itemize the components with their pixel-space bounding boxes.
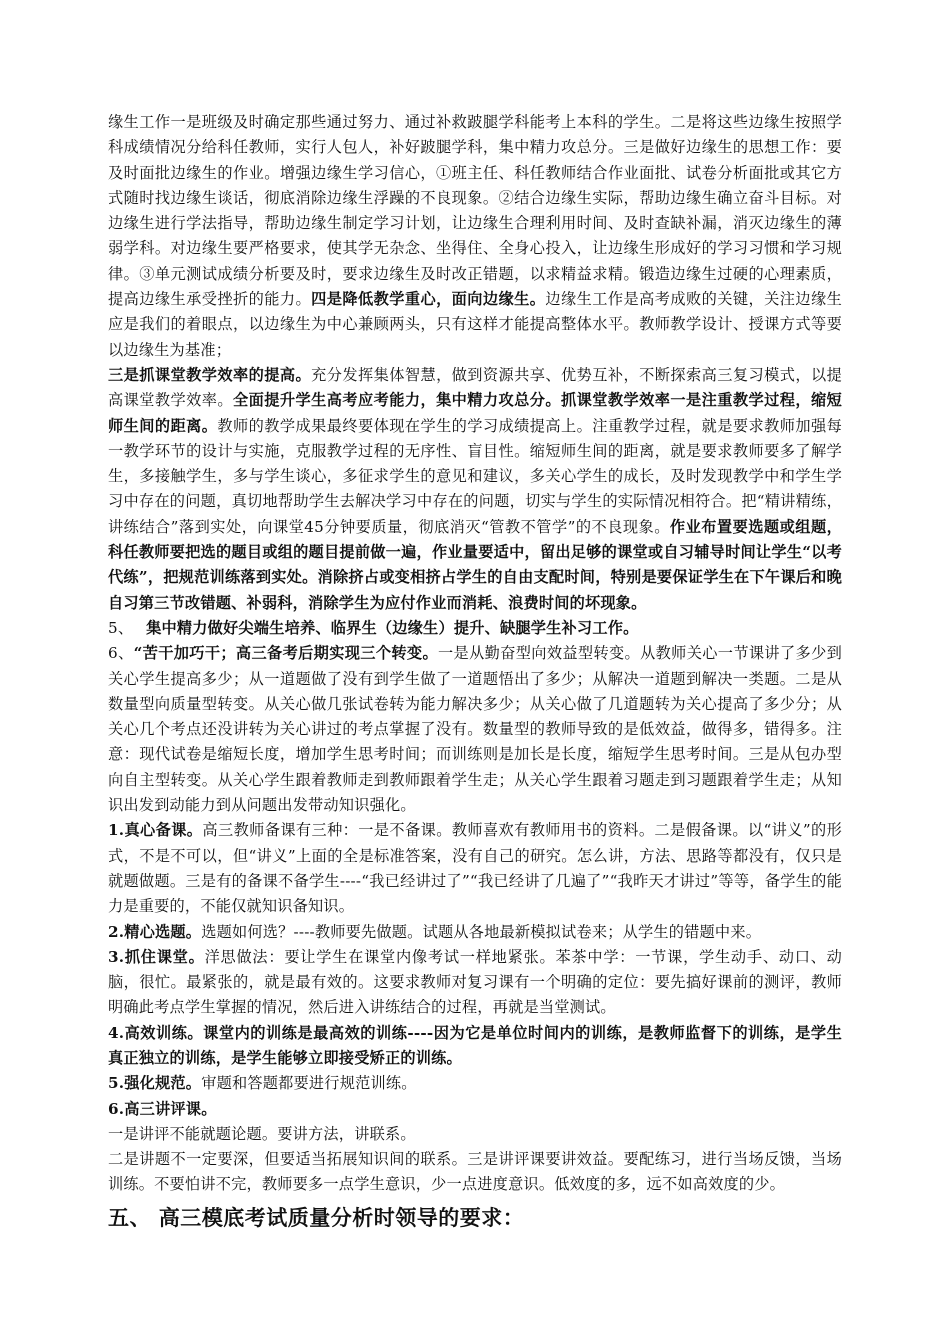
bold-text-run: 作业布置要选题或组题，科任教师要把选的题目或组的题目提前做一遍，作业量要适中，留出足够的课堂或自习辅导时间让学生“以考代练”，把规范训练落到实处。消除挤占或变相挤占学生的自由支配时间，特别是要保证学生在下午课后和晚自习第三节改错题、补弱科，消除学生为应付作业而消耗、浪费时间的坏现象。 [108,517,843,612]
bold-text-run: “苦干加巧干；高三备考后期实现三个转变。 [133,644,439,663]
text-run: 高三教师备课有三种：一是不备课。教师喜欢有教师用书的资料。二是假备课。以“讲义”的形式，不是不可以，但“讲义”上面的全是标准答案，没有自己的研究。怎么讲，方法、思路等都没有，仅只是就题做题。三是有的备课不备学生----“我已经讲过了”“我已经讲了几遍了”“我昨天才讲过”等等，备学生的能力是重要的，不能仅就知识备知识。 [108,821,842,916]
paragraph-p7 [108,945,842,1021]
paragraph-p6 [108,920,842,945]
paragraph-p11 [108,1122,842,1147]
text-run: 选题如何选？----教师要先做题。试题从各地最新模拟试卷来；从学生的错题中来。 [201,922,762,941]
bold-text-run: 4.高效训练。课堂内的训练是最高效的训练----因为它是单位时间内的训练，是教师监督下的训练，是学生真正独立的训练，是学生能够立即接受矫正的训练。 [108,1023,842,1067]
text-run: 审题和答题都要进行规范训练。 [201,1074,417,1093]
paragraph-p5 [108,818,842,919]
text-run: 一是讲评不能就题论题。要讲方法，讲联系。 [108,1124,416,1143]
section-heading: 五、 高三模底考试质量分析时领导的要求： [108,1205,525,1230]
bold-text-run: 四是降低教学重心，面向边缘生。 [311,290,546,309]
paragraph-p9 [108,1071,842,1096]
bold-text-run: 1.真心备课。 [108,821,203,840]
text-run: 一是从勤奋型向效益型转变。从教师关心一节课讲了多少到关心学生提高多少；从一道题做了没有到学生做了一道题悟出了多少；从解决一道题到解决一类题。二是从数量型向质量型转变。从关心做几张试卷转为能力解决多少；从关心做了几道题转为关心提高了多少分；从关心几个考点还没讲转为关心讲过的考点掌握了没有。数量型的教师导致的是低效益，做得多，错得多。注意：现代试卷是缩短长度，增加学生思考时间；而训练则是加长是长度，缩短学生思考时间。三是从包办型向自主型转变。从关心学生跟着教师走到教师跟着学生走；从关心学生跟着习题走到习题跟着学生走；从知识出发到动能力到从问题出发带动知识强化。 [108,644,842,815]
text-run: 边缘生工作是高考成败的关键，关注边缘生应是我们的着眼点，以边缘生为中心兼顾两头，只有这样才能提高整体水平。教师教学设计、授课方式等要以边缘生为基准； [108,290,842,359]
bold-text-run: 6.高三讲评课。 [108,1099,217,1118]
text-run: 5、 [108,618,147,637]
paragraph-p1 [108,110,842,363]
bold-text-run: 3.抓住课堂。 [108,947,205,966]
bold-text-run: 集中精力做好尖端生培养、临界生（边缘生）提升、缺腿学生补习工作。 [146,618,639,637]
paragraph-p12 [108,1147,842,1198]
bold-text-run: 三是抓课堂教学效率的提高。 [108,365,312,384]
text-run: 6、 [108,644,134,663]
bold-text-run: 全面提升学生高考应考能力，集中精力攻总分。抓课堂教学效率一是注重教学过程，缩短师生间的距离。 [108,391,842,435]
text-run: 二是讲题不一定要深，但要适当拓展知识间的联系。三是讲评课要讲效益。要配练习，进行当场反馈，当场训练。不要怕讲不完，教师要多一点学生意识，少一点进度意识。低效度的多，远不如高效度的少。 [108,1150,842,1194]
text-run: 缘生工作一是班级及时确定那些通过努力、通过补救跛腿学科能考上本科的学生。二是将这些边缘生按照学科成绩情况分给科任教师，实行人包人，补好跛腿学科，集中精力攻总分。三是做好边缘生的思想工作：要及时面批边缘生的作业。增强边缘生学习信心，①班主任、科任教师结合作业面批、试卷分析面批或其它方式随时找边缘生谈话，彻底消除边缘生浮躁的不良现象。②结合边缘生实际，帮助边缘生确立奋斗目标。对边缘生进行学法指导，帮助边缘生制定学习计划，让边缘生合理利用时间、及时查缺补漏，消灭边缘生的薄弱学科。对边缘生要严格要求，使其学无杂念、坐得住、全身心投入，让边缘生形成好的学习习惯和学习规律。③单元测试成绩分析要及时，要求边缘生及时改正错题，以求精益求精。锻造边缘生过硬的心理素质，提高边缘生承受挫折的能力。 [108,113,842,309]
bold-text-run: 2.精心选题。 [108,922,202,941]
document-body [108,110,842,1198]
paragraph-p8 [108,1021,842,1072]
paragraph-p10 [108,1097,842,1122]
text-run: 充分发挥集体智慧，做到资源共享、优势互补，不断探索高三复习模式，以提高课堂教学效率。 [108,365,842,410]
paragraph-p2 [108,363,842,616]
paragraph-p3 [108,616,842,641]
text-run: 教师的教学成果最终要体现在学生的学习成绩提高上。注重教学过程，就是要求教师加强每一教学环节的设计与实施，克服教学过程的无序性、盲目性。缩短师生间的距离，就是要求教师要多了解学生，多接触学生，多与学生谈心，多征求学生的意见和建议，多关心学生的成长，及时发现教学中和学生学习中存在的问题，真切地帮助学生去解决学习中存在的问题，切实与学生的实际情况相符合。把“精讲精练，讲练结合”落到实处，向课堂45分钟要质量，彻底消灭“管教不管学”的不良现象。 [108,416,842,536]
bold-text-run: 5.强化规范。 [108,1074,202,1093]
text-run: 洋思做法：要让学生在课堂内像考试一样地紧张。苯茶中学：一节课，学生动手、动口、动脑，很忙。最紧张的，就是最有效的。这要求教师对复习课有一个明确的定位：要先搞好课前的测评，教师明确此考点学生掌握的情况，然后进入讲练结合的过程，再就是当堂测试。 [108,947,843,1017]
paragraph-p4 [108,641,842,818]
